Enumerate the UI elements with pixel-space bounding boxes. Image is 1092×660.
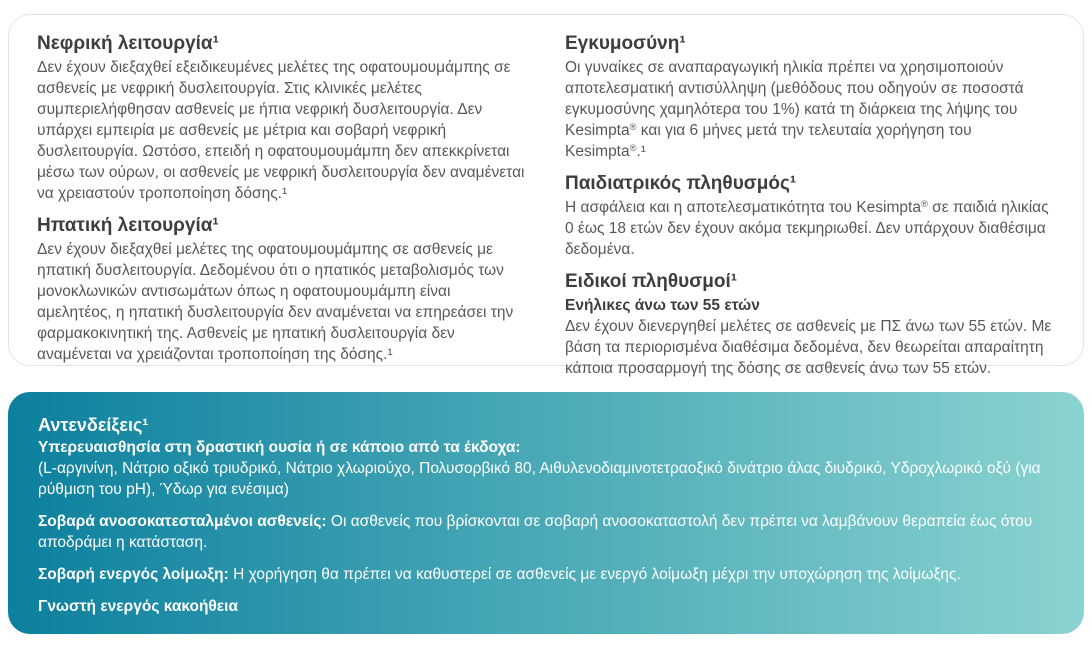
contra-text: Οι ασθενείς που βρίσκονται σε σοβαρή ανοσοκαταστολή δεν πρέπει να λαμβάνουν θεραπεία έως ότου αποδράμει η κατάσταση. [38,513,1033,551]
section-subheading: Ενήλικες άνω των 55 ετών [565,297,760,314]
special-populations-card [8,14,1084,377]
contra-paragraph-immunocompromised [38,511,1054,553]
section-body: Δεν έχουν διεξαχθεί μελέτες της οφατουμουμάμπης σε ασθενείς με ηπατική δυσλειτουργία. Δεδομένου ότι ο ηπατικός μεταβολισμός των μονοκλωνικών αντισωμάτων όπως η οφατουμουμάμπη είναι αμελητέος, η ηπατική δυσλειτουργία δεν αναμένεται να επηρεάσει την φαρμακοκινητική της. Ασθενείς με ηπατική δυσλειτουργία δεν αναμένεται να χρειάζονται τροποποίηση της δόσης.¹ [37,241,514,363]
contra-paragraph-active-infection [38,564,1054,585]
contra-lead: Γνωστή ενεργός κακοήθεια [38,598,238,615]
page [0,14,1092,634]
contra-paragraph-active-malignancy [38,596,1054,617]
section-heading: Παιδιατρικός πληθυσμός¹ [565,173,797,194]
contra-text: Η χορήγηση θα πρέπει να καθυστερεί σε ασθενείς με ενεργό λοίμωξη μέχρι την υποχώρηση της λοίμωξης. [233,566,961,583]
section-body: Οι γυναίκες σε αναπαραγωγική ηλικία πρέπει να χρησιμοποιούν αποτελεσματική αντισύλληψη (μεθόδους που οδηγούν σε ποσοστά εγκυμοσύνης χαμηλότερα του 1%) κατά τη διάρκεια της λήψης του Kesimpta® και για 6 μήνες μετά την τελευταία χορήγηση του Kesimpta®.¹ [565,59,1024,160]
section-pediatric-population [565,173,1055,260]
contraindications-heading: Αντενδείξεις¹ [38,415,149,435]
contra-lead: Σοβαρά ανοσοκατεσταλμένοι ασθενείς: [38,513,327,530]
section-pregnancy [565,33,1055,162]
section-body: Δεν έχουν διεξαχθεί εξειδικευμένες μελέτες της οφατουμουμάμπης σε ασθενείς με νεφρική δυσλειτουργία. Στις κλινικές μελέτες συμπεριελήφθησαν ασθενείς με ήπια νεφρική δυσλειτουργία. Δεν υπάρχει εμπειρία με ασθενείς με μέτρια και σοβαρή νεφρική δυσλειτουργία. Ωστόσο, επειδή η οφατουμουμάμπη δεν απεκκρίνεται μέσω των ούρων, οι ασθενείς με νεφρική δυσλειτουργία δεν αναμένεται να χρειαστούν τροποποίηση δόσης.¹ [37,59,525,202]
right-column [565,33,1055,379]
section-heading: Ειδικοί πληθυσμοί¹ [565,271,738,292]
section-body: Η ασφάλεια και η αποτελεσματικότητα του Kesimpta® σε παιδιά ηλικίας 0 έως 18 ετών δεν έχουν ακόμα τεκμηριωθεί. Δεν υπάρχουν διαθέσιμα δεδομένα. [565,198,1049,258]
section-heading: Εγκυμοσύνη¹ [565,33,686,54]
section-heading: Ηπατική λειτουργία¹ [37,215,219,236]
left-column [37,33,527,379]
section-hepatic-function [37,215,527,365]
contra-paragraph-hypersensitivity [38,437,1054,500]
section-heading: Νεφρική λειτουργία¹ [37,33,219,54]
section-special-populations [565,271,1055,379]
contra-lead: Σοβαρή ενεργός λοίμωξη: [38,566,229,583]
contra-lead: Υπερευαισθησία στη δραστική ουσία ή σε κάποιο από τα έκδοχα: [38,439,521,456]
contra-text: (L-αργινίνη, Νάτριο οξικό τριυδρικό, Νάτριο χλωριούχο, Πολυσορβικό 80, Αιθυλενοδιαμινοτετραοξικό δινάτριο άλας διυδρικό, Υδροχλωρικό οξύ (για ρύθμιση του pH), Ύδωρ για ενέσιμα) [38,460,1041,498]
section-body: Δεν έχουν διενεργηθεί μελέτες σε ασθενείς με ΠΣ άνω των 55 ετών. Με βάση τα περιορισμένα διαθέσιμα δεδομένα, δεν θεωρείται απαραίτητη κάποια προσαρμογή της δόσης σε ασθενείς άνω των 55 ετών. [565,318,1052,377]
contraindications-box [8,392,1084,634]
section-renal-function [37,33,527,204]
